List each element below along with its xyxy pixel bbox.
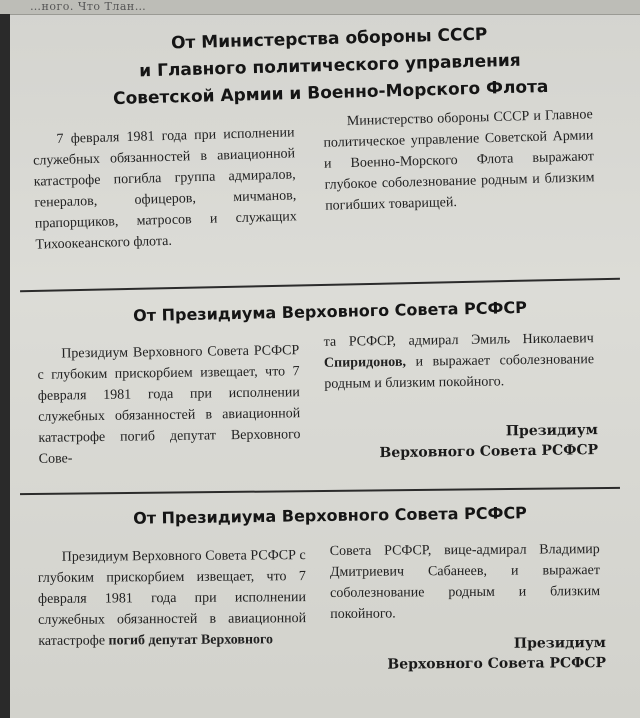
notice2-signature-line1: Президиум xyxy=(505,422,598,440)
divider-rule-1 xyxy=(20,278,620,293)
left-border-bar xyxy=(0,14,10,718)
previous-article-strip xyxy=(0,0,640,15)
notice3-column-left xyxy=(38,545,307,652)
notice1-column-right xyxy=(323,104,596,216)
notice1-paragraph-right: Министерство обороны СССР и Главное политическое управление Советской Армии и Военно-Морского Флота выражают глубокое соболезнование родным и близким погибших товарищей. xyxy=(323,107,595,214)
notice1-heading-line3: Советской Армии и Военно-Морского Флота xyxy=(112,76,549,110)
previous-article-fragment: …ного. Что Тлан… xyxy=(30,0,147,13)
notice3-text-left: Президиум Верховного Совета РСФСР с глубоким прискорбием извещает, что 7 февраля 1981 года при исполнении служебных обязанностей в авиационной катастрофе xyxy=(37,548,307,649)
notice1-heading-line1: От Министерства обороны СССР xyxy=(170,24,488,54)
notice2-signature-line2: Верховного Совета РСФСР xyxy=(379,442,599,462)
notice3-paragraph-left xyxy=(38,545,307,652)
notice3-text-left-bold: погиб депутат Верховного xyxy=(108,632,274,649)
notice2-paragraph-left: Президиум Верховного Совета РСФСР с глубоким прискорбием извещает, что 7 февраля 1981 года при исполнении служебных обязанностей в авиационной катастрофе погиб депутат Верховного Сове- xyxy=(37,343,301,467)
notice2-signature xyxy=(330,420,599,464)
notice3-signature-line2: Верховного Совета РСФСР xyxy=(387,655,607,673)
notice2-text-after-name: и выражает соболезнование родным и близким покойного. xyxy=(324,352,595,392)
notice1-paragraph-left: 7 февраля 1981 года при исполнении служебных обязанностей в авиационной катастрофе погибла группа адмиралов, генералов, офицеров, мичманов, прапорщиков, матросов и служащих Тихоокеанского флота. xyxy=(32,125,298,253)
notice1-heading-line2: и Главного политического управления xyxy=(138,50,521,82)
notice3-column-right xyxy=(330,539,601,625)
notice3-signature xyxy=(336,633,606,675)
divider-rule-2 xyxy=(20,487,620,495)
notice3-paragraph-right: Совета РСФСР, вице-адмирал Владимир Дмитриевич Сабанеев, и выражает соболезнование родным и близким покойного. xyxy=(329,542,601,622)
notice2-deceased-name: Спиридонов, xyxy=(323,354,407,371)
notice2-column-right xyxy=(324,328,595,395)
notice3-signature-line1: Президиум xyxy=(513,635,606,652)
notice3-heading: От Президиума Верховного Совета РСФСР xyxy=(133,503,527,528)
notice1-column-left xyxy=(32,122,297,255)
notice1-heading xyxy=(59,18,601,114)
notice2-column-left xyxy=(37,340,301,470)
notice2-paragraph-right xyxy=(324,328,595,395)
notice2-heading: От Президиума Верховного Совета РСФСР xyxy=(132,297,528,326)
notice2-text-before-name: та РСФСР, адмирал Эмиль Николаевич xyxy=(323,331,594,350)
